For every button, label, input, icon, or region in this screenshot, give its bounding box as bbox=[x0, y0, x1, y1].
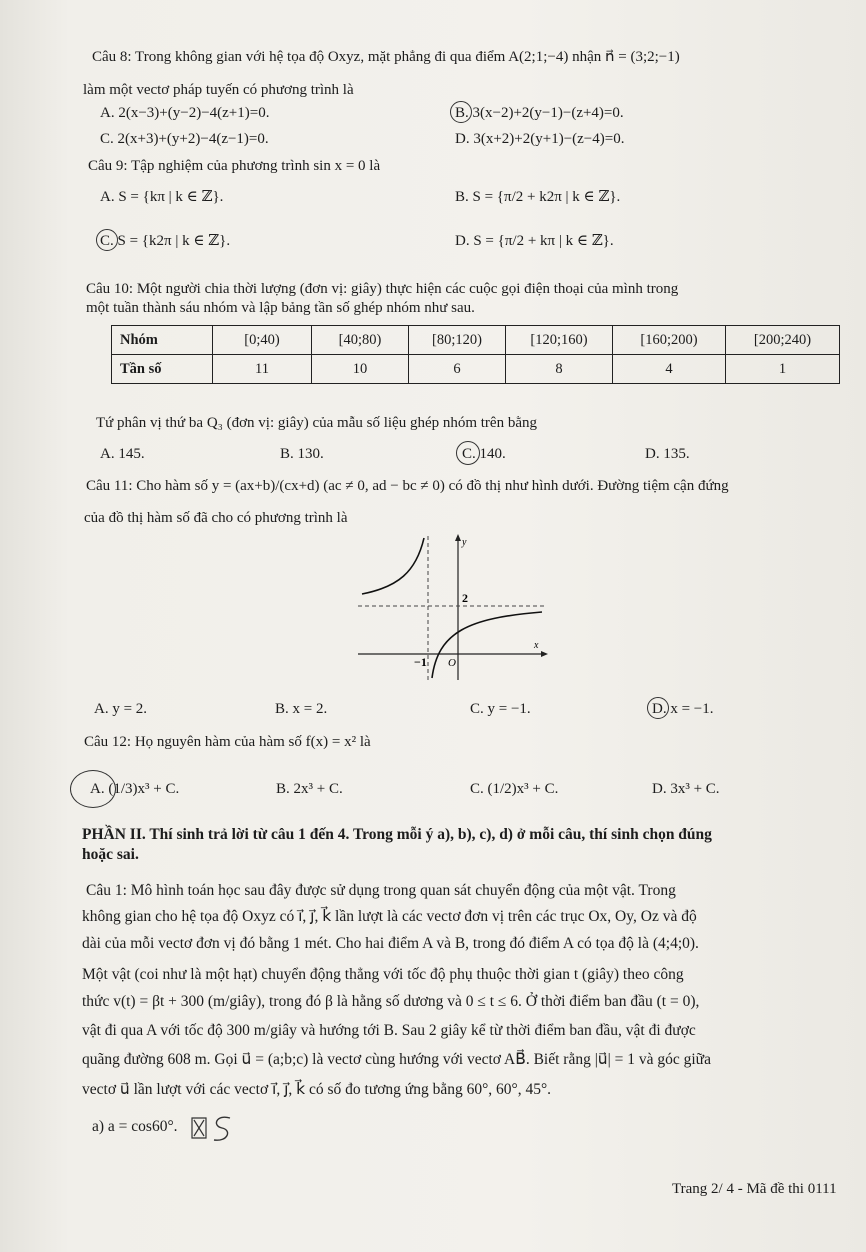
q9-option-a: A. S = {kπ | k ∈ ℤ}. bbox=[100, 189, 224, 205]
answer-circle-mark bbox=[647, 697, 669, 719]
p2q1-line5: thức v(t) = βt + 300 (m/giây), trong đó β là hằng số dương và 0 ≤ t ≤ 6. Ở thời điểm ban đầu (t = 0), bbox=[82, 993, 700, 1010]
table-cell: 6 bbox=[409, 355, 506, 384]
y-axis-label: y bbox=[462, 537, 467, 548]
frequency-table bbox=[111, 325, 840, 384]
table-cell: [160;200) bbox=[613, 326, 726, 355]
table-row bbox=[112, 355, 840, 384]
curve-left-branch bbox=[362, 538, 424, 594]
page-footer: Trang 2/ 4 - Mã đề thi 0111 bbox=[672, 1181, 837, 1197]
table-cell: [200;240) bbox=[726, 326, 840, 355]
q11-option-b: B. x = 2. bbox=[275, 701, 328, 717]
q9-option-b: B. S = {π/2 + k2π | k ∈ ℤ}. bbox=[455, 189, 621, 205]
q8-option-c: C. 2(x+3)+(y+2)−4(z−1)=0. bbox=[100, 131, 269, 147]
q9-option-c: C. S = {k2π | k ∈ ℤ}. bbox=[100, 233, 231, 249]
label-2: 2 bbox=[462, 591, 468, 605]
table-cell: [80;120) bbox=[409, 326, 506, 355]
y-axis-arrow bbox=[455, 534, 461, 541]
p2q1-line1: Câu 1: Mô hình toán học sau đây được sử dụng trong quan sát chuyển động của một vật. Trong bbox=[86, 882, 676, 899]
q8-stem-line2: làm một vectơ pháp tuyến có phương trình là bbox=[83, 82, 354, 98]
q9-stem: Câu 9: Tập nghiệm của phương trình sin x = 0 là bbox=[88, 158, 381, 174]
table-cell: 10 bbox=[312, 355, 409, 384]
label-minus-1: −1 bbox=[414, 655, 427, 669]
table-cell: 1 bbox=[726, 355, 840, 384]
q10-option-c: C. 140. bbox=[462, 446, 506, 462]
q10-option-b: B. 130. bbox=[280, 446, 324, 462]
answer-circle-mark bbox=[96, 229, 118, 251]
answer-circle-mark bbox=[450, 101, 472, 123]
q11-option-a: A. y = 2. bbox=[94, 701, 148, 717]
q10-ask: Tứ phân vị thứ ba Q₃ (đơn vị: giây) của mẫu số liệu ghép nhóm trên bằng bbox=[96, 415, 537, 431]
table-cell: [0;40) bbox=[213, 326, 312, 355]
q11-option-c: C. y = −1. bbox=[470, 701, 531, 717]
p2q1-line6: vật đi qua A với tốc độ 300 m/giây và hướng tới B. Sau 2 giây kể từ thời điểm ban đầu, vật đi được bbox=[82, 1022, 696, 1039]
p2q1-line8: vectơ u⃗ lần lượt với các vectơ i⃗, j⃗, k⃗ có số đo tương ứng bằng 60°, 60°, 45°. bbox=[82, 1081, 552, 1098]
x-axis-arrow bbox=[541, 651, 548, 657]
function-graph bbox=[358, 532, 548, 682]
answer-circle-mark bbox=[70, 770, 116, 808]
q11-stem-line2: của đồ thị hàm số đã cho có phương trình là bbox=[84, 510, 348, 526]
q12-stem: Câu 12: Họ nguyên hàm của hàm số f(x) = x² là bbox=[84, 734, 371, 750]
q10-stem-line1: Câu 10: Một người chia thời lượng (đơn vị: giây) thực hiện các cuộc gọi điện thoại của mình trong bbox=[86, 281, 679, 297]
table-cell: 8 bbox=[506, 355, 613, 384]
q8-option-b: B. 3(x−2)+2(y−1)−(z+4)=0. bbox=[455, 105, 624, 121]
p2q1-line2: không gian cho hệ tọa độ Oxyz có i⃗, j⃗, k⃗ lần lượt là các vectơ đơn vị trên các trục Ox, Oy, Oz và độ bbox=[82, 908, 697, 925]
answer-circle-mark bbox=[456, 441, 480, 465]
q9-option-d: D. S = {π/2 + kπ | k ∈ ℤ}. bbox=[455, 233, 614, 249]
part2-heading-line1: PHẦN II. Thí sinh trả lời từ câu 1 đến 4. Trong mỗi ý a), b), c), d) ở mỗi câu, thí sinh chọn đúng bbox=[82, 826, 712, 843]
q10-option-a: A. 145. bbox=[100, 446, 145, 462]
table-cell: 4 bbox=[613, 355, 726, 384]
p2q1-item-a: a) a = cos60°. bbox=[92, 1118, 178, 1135]
p2q1-line7: quãng đường 608 m. Gọi u⃗ = (a;b;c) là vectơ cùng hướng với vectơ AB⃗. Biết rằng |u⃗| = 1 và góc giữa bbox=[82, 1051, 711, 1068]
q12-option-c: C. (1/2)x³ + C. bbox=[470, 781, 559, 797]
q8-option-a: A. 2(x−3)+(y−2)−4(z+1)=0. bbox=[100, 105, 270, 121]
q12-option-b: B. 2x³ + C. bbox=[276, 781, 343, 797]
table-header-cell: Tần số bbox=[112, 355, 213, 384]
table-header-cell: Nhóm bbox=[112, 326, 213, 355]
table-cell: [40;80) bbox=[312, 326, 409, 355]
table-cell: [120;160) bbox=[506, 326, 613, 355]
q10-stem-line2: một tuần thành sáu nhóm và lập bảng tần số ghép nhóm như sau. bbox=[86, 300, 475, 316]
table-row bbox=[112, 326, 840, 355]
q11-stem-line1: Câu 11: Cho hàm số y = (ax+b)/(cx+d) (ac ≠ 0, ad − bc ≠ 0) có đồ thị như hình dưới. Đường tiệm cận đứng bbox=[86, 478, 729, 494]
table-cell: 11 bbox=[213, 355, 312, 384]
part2-heading-line2: hoặc sai. bbox=[82, 846, 139, 863]
q10-option-d: D. 135. bbox=[645, 446, 690, 462]
q8-stem-line1: Câu 8: Trong không gian với hệ tọa độ Oxyz, mặt phẳng đi qua điểm A(2;1;−4) nhận n⃗ = (3;2;−1) bbox=[92, 49, 680, 65]
origin-label: O bbox=[448, 657, 456, 669]
q12-option-a: A. (1/3)x³ + C. bbox=[90, 781, 180, 797]
q11-option-d: D. x = −1. bbox=[652, 701, 714, 717]
p2q1-line4: Một vật (coi như là một hạt) chuyển động thẳng với tốc độ phụ thuộc thời gian t (giây) theo công bbox=[82, 966, 684, 983]
q12-option-d: D. 3x³ + C. bbox=[652, 781, 720, 797]
handwritten-mark bbox=[186, 1112, 236, 1146]
x-axis-label: x bbox=[534, 640, 539, 651]
q8-option-d: D. 3(x+2)+2(y+1)−(z−4)=0. bbox=[455, 131, 625, 147]
p2q1-line3: dài của mỗi vectơ đơn vị đó bằng 1 mét. Cho hai điểm A và B, trong đó điểm A có tọa độ là (4;4;0). bbox=[82, 935, 699, 952]
